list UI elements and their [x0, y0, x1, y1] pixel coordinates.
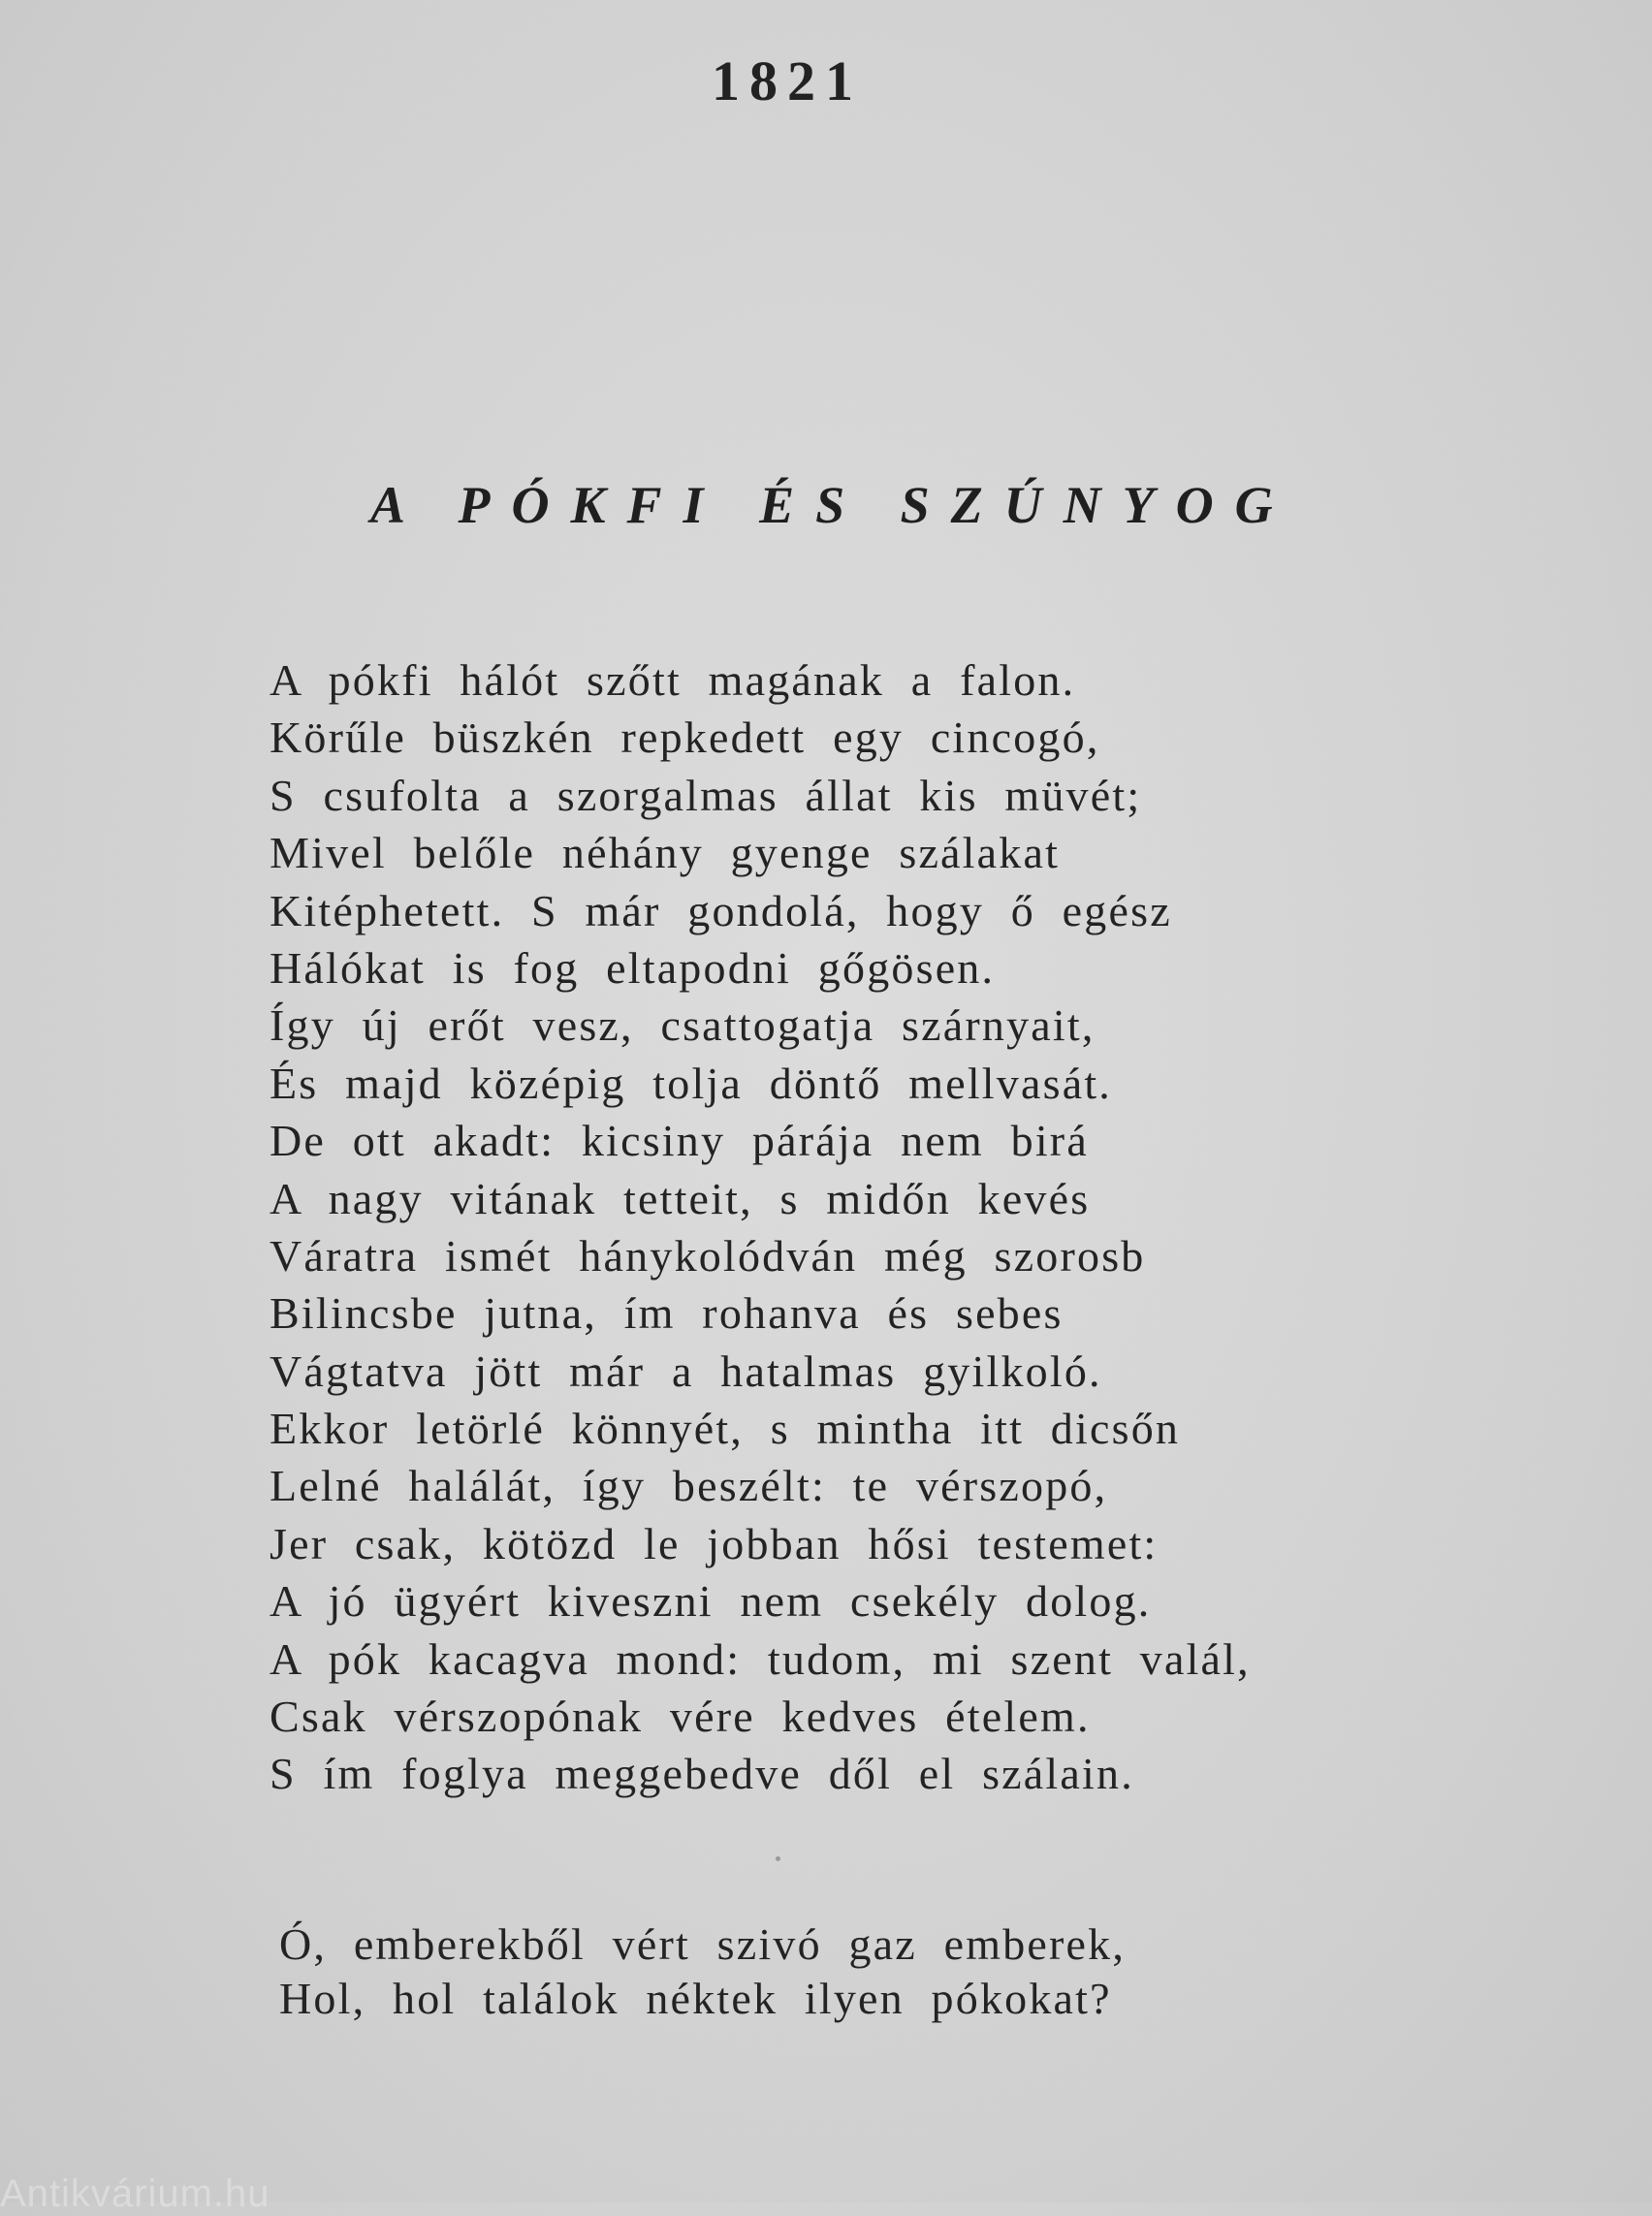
poem-line: Így új erőt vesz, csattogatja szárnyait, [270, 1000, 1096, 1051]
poem-title: A PÓKFI ÉS SZÚNYOG [370, 476, 1294, 534]
poem-stanza-2 [279, 1917, 1126, 2026]
poem-line: Ekkor letörlé könnyét, s mintha itt dicsőn [270, 1404, 1181, 1454]
poem-line: Kitéphetett. S már gondolá, hogy ő egész [270, 885, 1172, 935]
poem-stanza-1 [270, 651, 1251, 1803]
poem-line: Ó, emberekből vért szivó gaz emberek, [279, 1919, 1127, 1969]
poem-line: Csak vérszopónak vére kedves ételem. [270, 1692, 1091, 1742]
poem-line: A nagy vitának tetteit, s midőn kevés [270, 1173, 1091, 1223]
poem-line: Bilincsbe jutna, ím rohanva és sebes [270, 1288, 1064, 1339]
poem-line: Váratra ismét hánykolódván még szorosb [270, 1230, 1146, 1281]
poem-line: De ott akadt: kicsiny párája nem birá [270, 1116, 1089, 1166]
print-speck [776, 1856, 780, 1861]
page-year-heading: 1821 [712, 49, 863, 112]
poem-line: Hálókat is fog eltapodni gőgösen. [270, 942, 996, 993]
watermark: Antikvárium.hu [0, 2172, 270, 2215]
poem-line: Körűle büszkén repkedett egy cincogó, [270, 712, 1100, 763]
poem-line: A pók kacagva mond: tudom, mi szent valál, [270, 1633, 1251, 1684]
poem-line: Jer csak, kötözd le jobban hősi testemet: [270, 1518, 1159, 1568]
poem-line: Vágtatva jött már a hatalmas gyilkoló. [270, 1345, 1102, 1396]
poem-line: Mivel belőle néhány gyenge szálakat [270, 828, 1061, 878]
poem-line: A jó ügyért kiveszni nem csekély dolog. [270, 1576, 1152, 1627]
poem-line: És majd középig tolja döntő mellvasát. [270, 1058, 1113, 1108]
poem-line: S ím foglya meggebedve dől el szálain. [270, 1749, 1134, 1799]
poem-line: A pókfi hálót szőtt magának a falon. [270, 655, 1076, 705]
poem-line: Lelné halálát, így beszélt: te vérszopó, [270, 1461, 1108, 1511]
poem-line: Hol, hol találok néktek ilyen pókokat? [279, 1974, 1112, 2023]
poem-line: S csufolta a szorgalmas állat kis müvét; [270, 770, 1142, 820]
